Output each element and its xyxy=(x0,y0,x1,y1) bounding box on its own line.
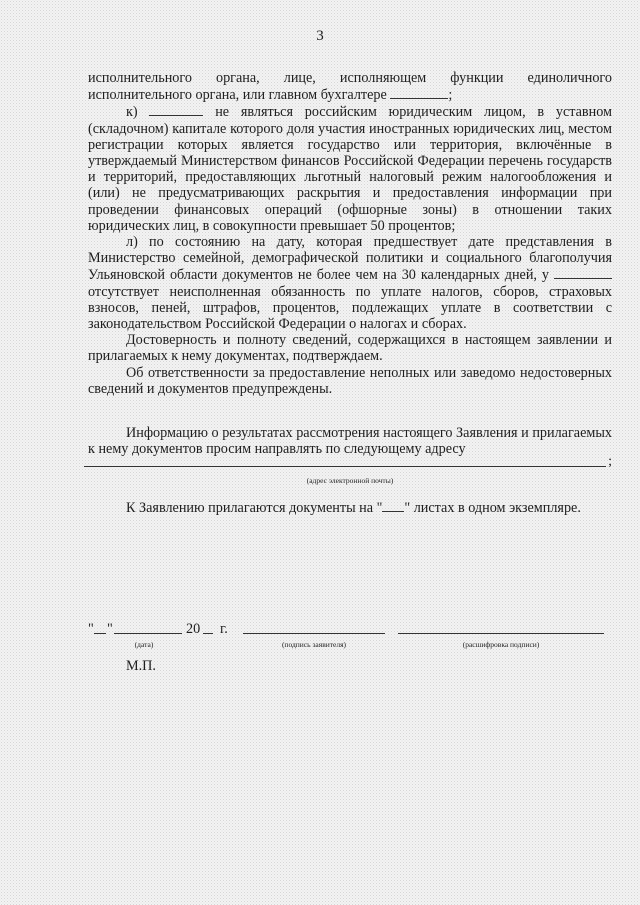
paragraph-2 xyxy=(88,103,612,234)
paragraph-1 xyxy=(88,70,612,103)
paragraph-7-text-a: К Заявлению прилагаются документы на " xyxy=(126,500,383,517)
email-line xyxy=(88,454,612,476)
paragraph-2-prefix: к) xyxy=(126,104,138,121)
applicant-blank-2 xyxy=(554,266,612,279)
year-prefix: 20 xyxy=(186,621,201,637)
paragraph-3-text-a: л) по состоянию на дату, которая предшествует дате представления в Министерство семейной, демографической политики и социального благополучия Ульяновской области документов не более чем на 30 календарных дней, у xyxy=(88,234,612,284)
paragraph-6: Информацию о результатах рассмотрения настоящего Заявления и прилагаемых к нему документов просим направлять по следующему адресу xyxy=(88,425,612,458)
email-line-end: ; xyxy=(608,454,612,470)
signature-captions xyxy=(88,640,612,650)
applicant-blank xyxy=(149,103,203,116)
paragraph-5: Об ответственности за предоставление неполных или заведомо недостоверных сведений и документов предупреждены. xyxy=(88,364,612,397)
paragraph-7-text-b: " листах в одном экземпляре. xyxy=(404,500,581,517)
paragraph-1-text: исполнительного органа, лице, исполняющем функции единоличного исполнительного органа, или главном бухгалтере xyxy=(88,70,612,104)
stamp-place: М.П. xyxy=(126,658,156,674)
email-caption: (адрес электронной почты) xyxy=(306,476,394,486)
signature-line xyxy=(243,621,385,634)
signature-row xyxy=(88,621,612,637)
paragraph-7 xyxy=(88,499,612,516)
paragraph-3-text-b: отсутствует неисполненная обязанность по уплате налогов, сборов, страховых взносов, пеней, штрафов, процентов, подлежащих уплате в соответствии с законодательством Российской Федерации о налогах и сборах. xyxy=(88,283,612,333)
decoding-caption: (расшифровка подписи) xyxy=(462,640,540,649)
month-blank xyxy=(114,621,182,634)
date-quote-open: " xyxy=(88,621,94,637)
accountant-blank xyxy=(390,86,448,99)
page-number: 3 xyxy=(316,28,324,44)
year-blank xyxy=(203,621,213,634)
paragraph-4: Достоверность и полноту сведений, содержащихся в настоящем заявлении и прилагаемых к нему документах, подтверждаем. xyxy=(88,332,612,365)
paragraph-3 xyxy=(88,234,612,332)
decoding-line xyxy=(398,621,604,634)
email-underline xyxy=(84,466,606,467)
pages-count-blank xyxy=(382,499,404,512)
signature-caption: (подпись заявителя) xyxy=(281,640,347,649)
date-quote-close: " xyxy=(107,621,113,637)
document-body xyxy=(88,70,612,517)
year-suffix: г. xyxy=(220,621,228,637)
paragraph-2-text: не являться российским юридическим лицом, в уставном (складочном) капитале которого доля участия иностранных юридических лиц, местом регистрации которых является государство или территория, включённые в утверждаемый Министерством финансов Российской Федерации перечень государств и территорий, предоставляющих льготный налоговый режим налогообложения и (или) не предусматривающих раскрытия и предоставления информации при проведении финансовых операций (офшорные зоны) в отношении таких юридических лиц, в совокупности превышает 50 процентов; xyxy=(88,104,613,234)
date-caption: (дата) xyxy=(134,640,154,649)
paragraph-1-end: ; xyxy=(448,87,453,104)
day-blank xyxy=(94,621,106,634)
